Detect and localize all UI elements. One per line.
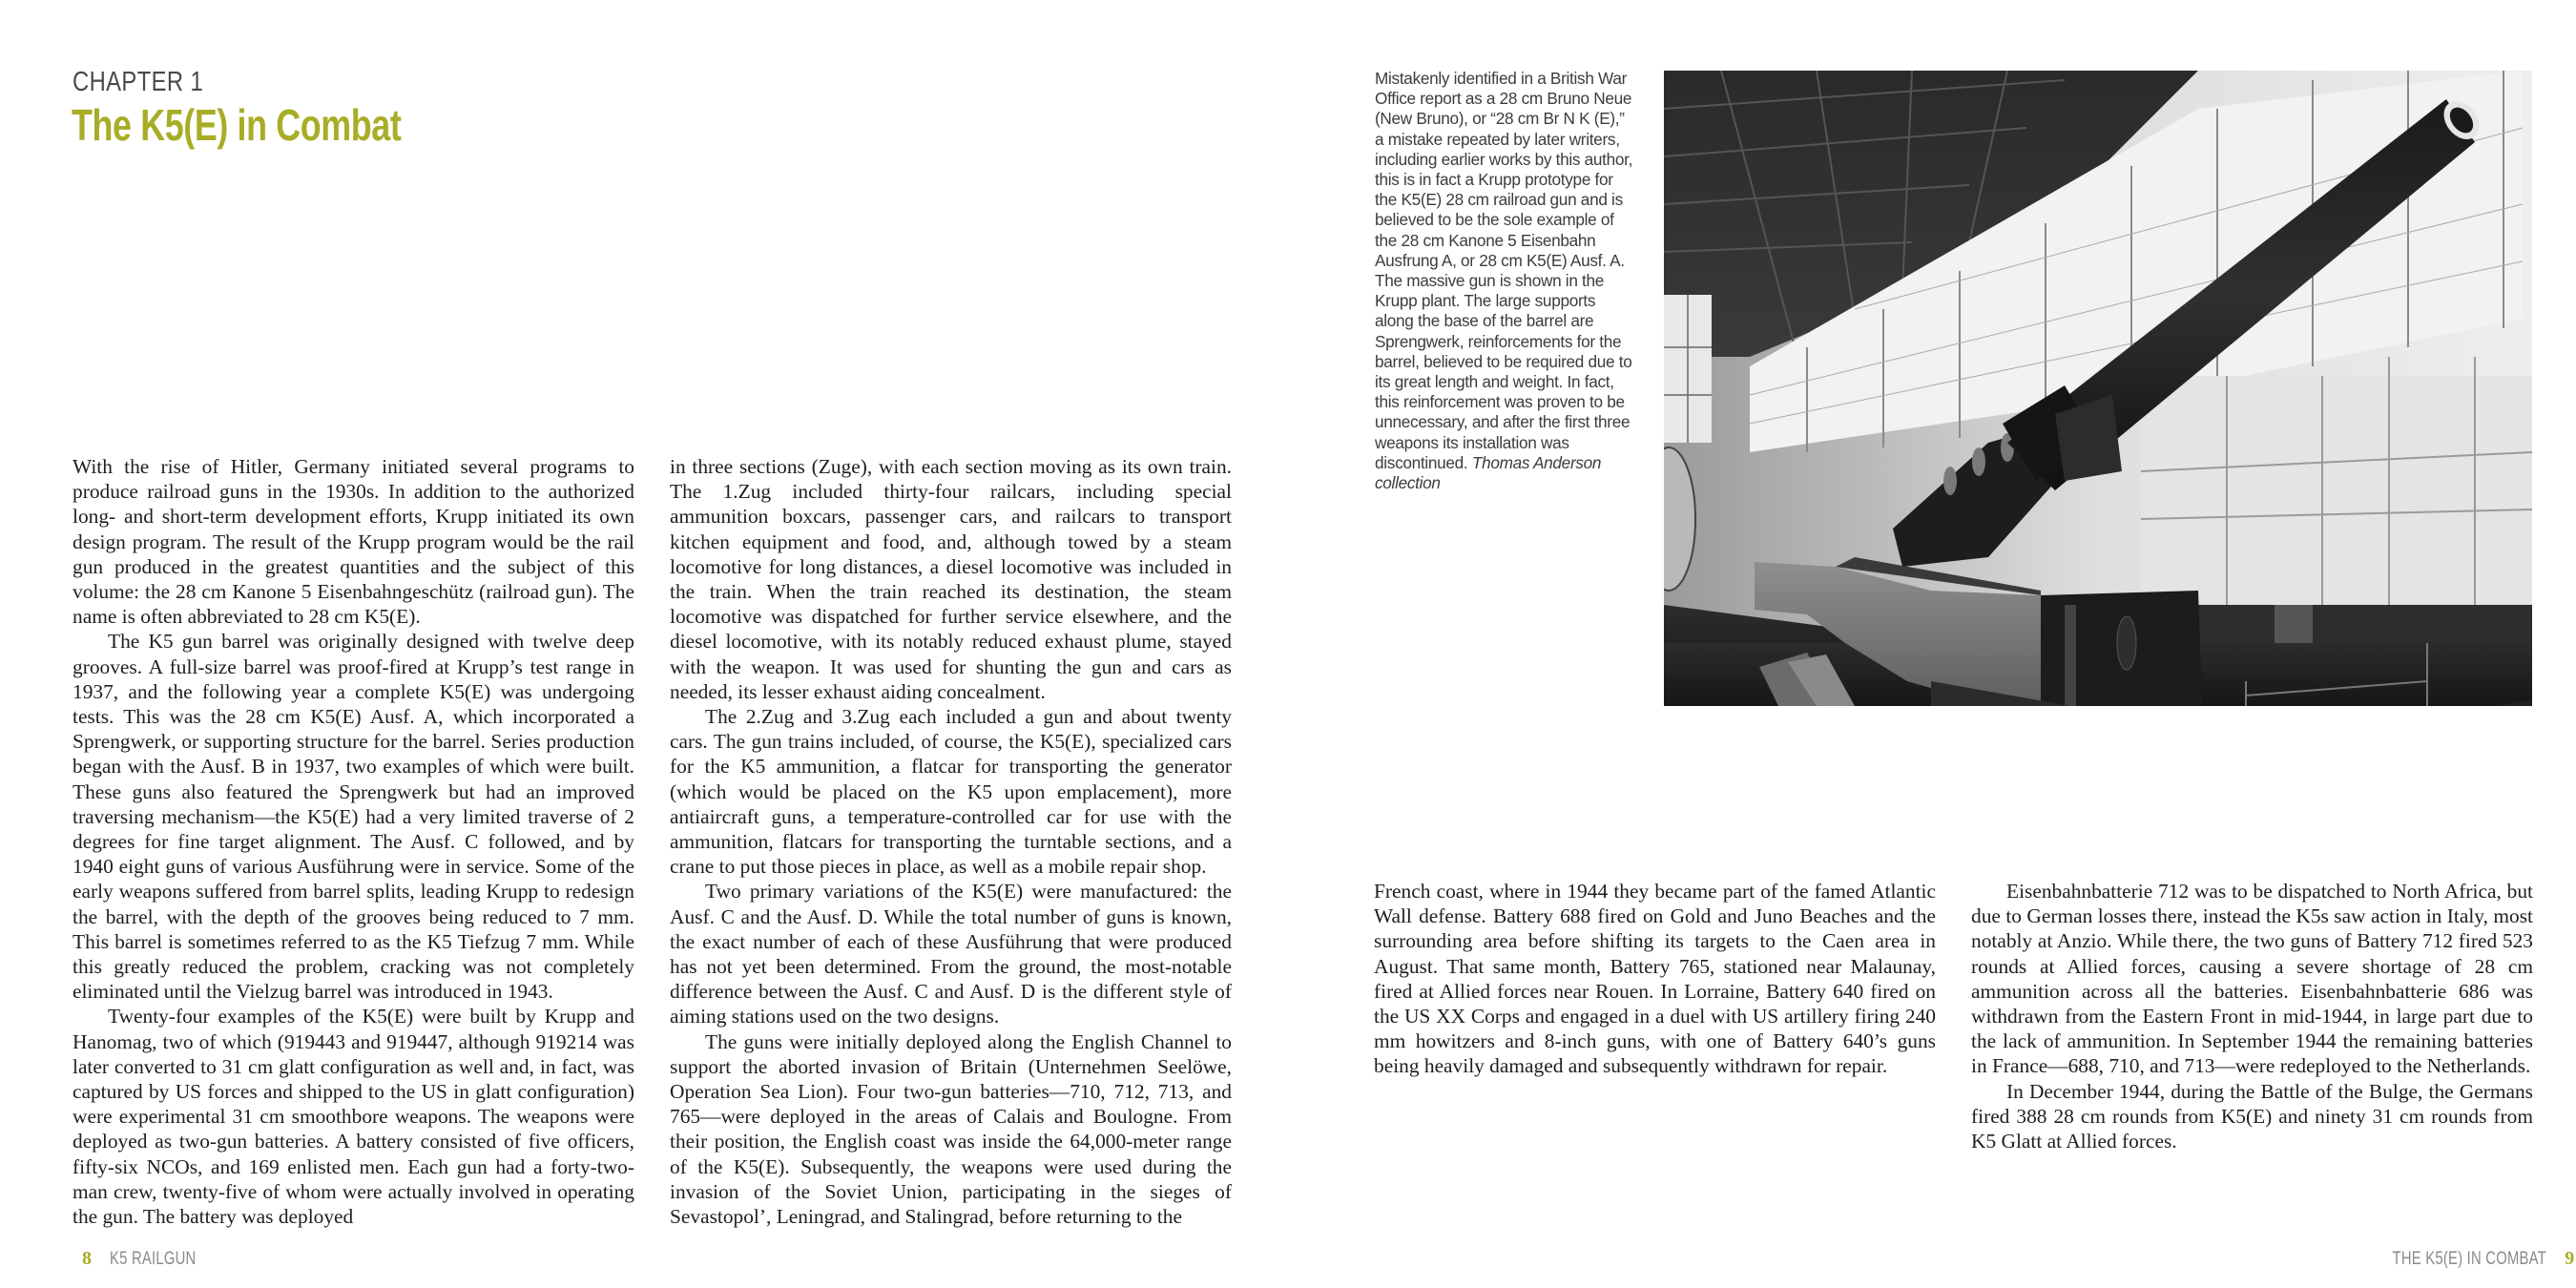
running-head: THE K5(E) IN COMBAT	[2392, 1249, 2546, 1269]
paragraph: Two primary variations of the K5(E) were manufactured: the Ausf. C and the Ausf. D. While the total number of guns is known, the exact number of each of these Ausführung that were produced has not yet been determined. From the ground, the most-notable difference between the Ausf. C and Ausf. D is the different style of aiming stations used on the two designs.	[670, 880, 1232, 1028]
caption-text: Mistakenly identified in a British War Office report as a 28 cm Bruno Neue (New Bruno), or “28 cm Br N K (E),” a mistake repeated by later writers, including earlier works by this author, this is in fact a Krupp prototype for the K5(E) 28 cm railroad gun and is believed to be the sole example of the 28 cm Kanone 5 Eisenbahn Ausfrung A, or 28 cm K5(E) Ausf. A. The massive gun is shown in the Krupp plant. The large supports along the base of the barrel are Sprengwerk, reinforcements for the barrel, believed to be required due to its great length and weight. In fact, this reinforcement was proven to be unnecessary, and after the first three weapons its installation was discontinued.	[1375, 69, 1633, 472]
photo-caption	[1375, 69, 1634, 493]
paragraph: The guns were initially deployed along the English Channel to support the aborted invasion of Britain (Unternehmen Seelöwe, Operation Sea Lion). Four two-gun batteries—710, 712, 713, and 765—were deployed in the areas of Calais and Boulogne. From their position, the English coast was inside the 64,000-meter range of the K5(E). Subsequently, the weapons were used during the invasion of the Soviet Union, participating in the sieges of Sevastopol’, Leningrad, and Stalingrad, before returning to the	[670, 1029, 1232, 1229]
folio-right	[2349, 1248, 2575, 1270]
body-column-4	[1971, 879, 2533, 1153]
running-head: K5 RAILGUN	[110, 1249, 197, 1269]
paragraph: The K5 gun barrel was originally designed with twelve deep grooves. A full-size barrel was proof-fired at Krupp’s test range in 1937, and the following year a complete K5(E) was undergoing tests. This was the 28 cm K5(E) Ausf. A, which incorporated a Sprengwerk, or supporting structure for the barrel. Series production began with the Ausf. B in 1937, two examples of which were built. These guns also featured the Sprengwerk but had an improved traversing mechanism—the K5(E) had a very limited traverse of 2 degrees for fine target alignment. The Ausf. C followed, and by 1940 eight guns of various Ausführung were in service. Some of the early weapons suffered from barrel splits, leading Krupp to redesign the barrel, with the depth of the grooves being reduced to 7 mm. This barrel is sometimes referred to as the K5 Tiefzug 7 mm. While this greatly reduced the problem, cracking was not completely eliminated until the Vielzug barrel was introduced in 1943.	[73, 630, 634, 1004]
paragraph: With the rise of Hitler, Germany initiated several programs to produce railroad guns in the 1930s. In addition to the authorized long- and short-term development efforts, Krupp initiated its own design program. The result of the Krupp program would be the rail gun produced in the greatest quantities and the subject of this volume: the 28 cm Kanone 5 Eisenbahngeschütz (railroad gun). The name is often abbreviated to 28 cm K5(E).	[73, 455, 634, 629]
paragraph: French coast, where in 1944 they became part of the famed Atlantic Wall defense. Battery 688 fired on Gold and Juno Beaches and the surrounding area before shifting its targets to the Caen area in August. That same month, Battery 765, stationed near Malaunay, fired at Allied forces near Rouen. In Lorraine, Battery 640 fired on the US XX Corps and engaged in a duel with US artillery firing 240 mm howitzers and 8-inch guns, with one of Battery 640’s guns being heavily damaged and subsequently withdrawn for repair.	[1374, 880, 1936, 1078]
photo-k5e-prototype	[1664, 71, 2532, 706]
body-column-2	[670, 454, 1232, 1229]
photo-illustration	[1664, 71, 2532, 706]
chapter-title: The K5(E) in Combat	[72, 100, 402, 150]
paragraph: Twenty-four examples of the K5(E) were built by Krupp and Hanomag, two of which (919443 and 919447, although 919214 was later converted to 31 cm glatt configuration as well and, in fact, was captured by US forces and shipped to the US in glatt configuration) were experimental 31 cm smoothbore weapons. The weapons were deployed as two-gun batteries. A battery consisted of five officers, fifty-six NCOs, and 169 enlisted men. Each gun had a forty-two-man crew, twenty-five of whom were actually involved in operating the gun. The battery was deployed	[73, 1005, 634, 1229]
page-number: 8	[82, 1248, 92, 1269]
paragraph: The 2.Zug and 3.Zug each included a gun and about twenty cars. The gun trains included, of course, the K5(E), specialized cars for the K5 ammunition, a flatcar for transporting the generator (which would be placed on the K5 upon emplacement), more antiaircraft guns, a temperature-controlled car for use with the ammunition, flatcars for transporting the turntable sections, and a crane to put those pieces in place, as well as a mobile repair shop.	[670, 705, 1232, 879]
page-number: 9	[2565, 1248, 2575, 1269]
paragraph: in three sections (Zuge), with each section moving as its own train. The 1.Zug included thirty-four railcars, including special ammunition boxcars, passenger cars, and railcars to transport kitchen equipment and food, and, although towed by a steam locomotive for long distances, a diesel locomotive was included in the train. When the train reached its destination, the steam locomotive was dispatched for further service elsewhere, and the diesel locomotive, with its notably reduced exhaust plume, stayed with the weapon. It was used for shunting the gun and cars as needed, its lesser exhaust aiding concealment.	[670, 455, 1232, 703]
body-column-3	[1374, 879, 1936, 1079]
photo-credit: Thomas Anderson collection	[1375, 452, 1602, 493]
body-column-1	[73, 454, 634, 1229]
paragraph: Eisenbahnbatterie 712 was to be dispatched to North Africa, but due to German losses there, instead the K5s saw action in Italy, most notably at Anzio. While there, the two guns of Battery 712 fired 523 rounds at Allied forces, causing a severe shortage of 28 cm ammunition across all the batteries. Eisenbahnbatterie 686 was withdrawn from the Eastern Front in mid-1944, in large part due to the lack of ammunition. In September 1944 the remaining batteries in France—688, 710, and 713—were redeployed to the Netherlands.	[1971, 880, 2533, 1078]
paragraph: In December 1944, during the Battle of the Bulge, the Germans fired 388 28 cm rounds from K5(E) and ninety 31 cm rounds from K5 Glatt at Allied forces.	[1971, 1079, 2533, 1153]
folio-left	[82, 1248, 220, 1270]
chapter-label: CHAPTER 1	[73, 67, 204, 97]
